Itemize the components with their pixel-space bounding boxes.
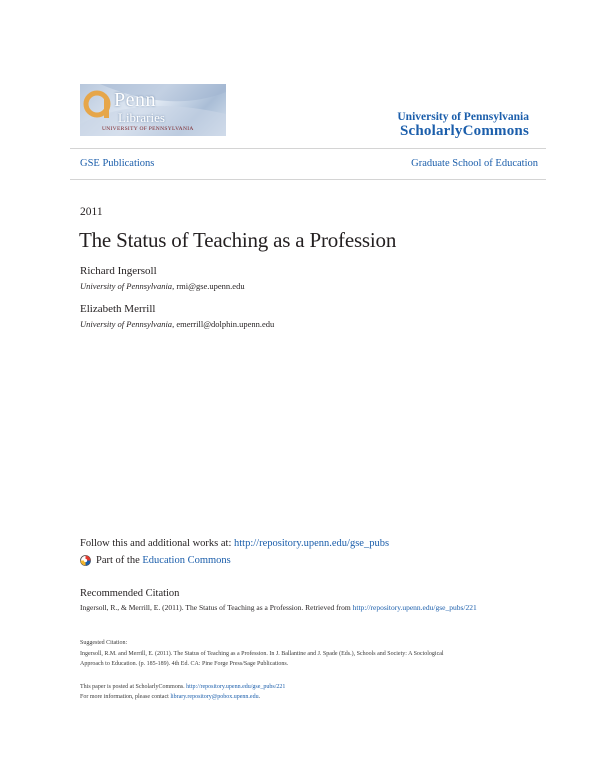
contact-prefix: For more information, please contact xyxy=(80,694,171,700)
logo-text-libraries: Libraries xyxy=(118,110,165,125)
divider-nav xyxy=(70,179,546,180)
logo-text-penn: Penn xyxy=(114,89,156,111)
nav-gse-publications-link[interactable]: GSE Publications xyxy=(80,158,155,169)
penn-libraries-logo[interactable] xyxy=(80,84,226,136)
posted-url-link[interactable]: http://repository.upenn.edu/gse_pubs/221 xyxy=(186,684,286,690)
contact-suffix: . xyxy=(258,694,261,700)
suggested-citation-line1: Ingersoll, R.M. and Merrill, E. (2011). The Status of Teaching as a Profession. In J. Ballantine and J. Spade (Eds.), Schools and Society: A Sociological xyxy=(80,651,444,657)
recommended-citation-text xyxy=(80,603,477,612)
author-institution: University of Pennsylvania xyxy=(80,319,173,329)
suggested-citation-line2: Approach to Education. (p. 185-189). 4th Ed. CA: Pine Forge Press/Sage Publications. xyxy=(80,661,289,667)
follow-url-link[interactable]: http://repository.upenn.edu/gse_pubs xyxy=(234,538,390,549)
posted-line xyxy=(80,682,285,692)
author-institution: University of Pennsylvania xyxy=(80,281,173,291)
recommended-citation-heading: Recommended Citation xyxy=(80,588,180,599)
contact-email-link[interactable]: library.repository@pobox.upenn.edu xyxy=(170,694,259,700)
follow-line xyxy=(80,538,389,549)
author-name: Richard Ingersoll xyxy=(80,265,157,277)
author-affiliation xyxy=(80,319,274,329)
posted-prefix: This paper is posted at ScholarlyCommons. xyxy=(80,684,187,690)
citation-text: Ingersoll, R., & Merrill, E. (2011). The Status of Teaching as a Profession. Retrieved from xyxy=(80,603,353,612)
logo-text-university: UNIVERSITY OF PENNSYLVANIA xyxy=(102,126,194,132)
publication-year: 2011 xyxy=(80,206,103,218)
author-email[interactable]: , emerrill@dolphin.upenn.edu xyxy=(172,319,275,329)
author-email[interactable]: , rmi@gse.upenn.edu xyxy=(172,281,245,291)
suggested-citation-label: Suggested Citation: xyxy=(80,640,128,646)
nav-graduate-school-link[interactable]: Graduate School of Education xyxy=(411,158,538,169)
citation-url-link[interactable]: http://repository.upenn.edu/gse_pubs/221 xyxy=(352,603,477,612)
author-affiliation xyxy=(80,281,245,291)
contact-line xyxy=(80,692,260,702)
part-of-prefix: Part of the xyxy=(96,555,140,566)
part-of-line xyxy=(80,555,231,566)
repository-university[interactable]: University of Pennsylvania xyxy=(397,111,529,123)
paper-title: The Status of Teaching as a Profession xyxy=(79,228,397,252)
network-commons-icon xyxy=(80,555,91,566)
author-name: Elizabeth Merrill xyxy=(80,303,156,315)
divider-top xyxy=(70,148,546,149)
follow-label: Follow this and additional works at: xyxy=(80,538,234,549)
education-commons-link[interactable]: Education Commons xyxy=(142,555,231,566)
repository-name[interactable]: ScholarlyCommons xyxy=(399,123,529,139)
